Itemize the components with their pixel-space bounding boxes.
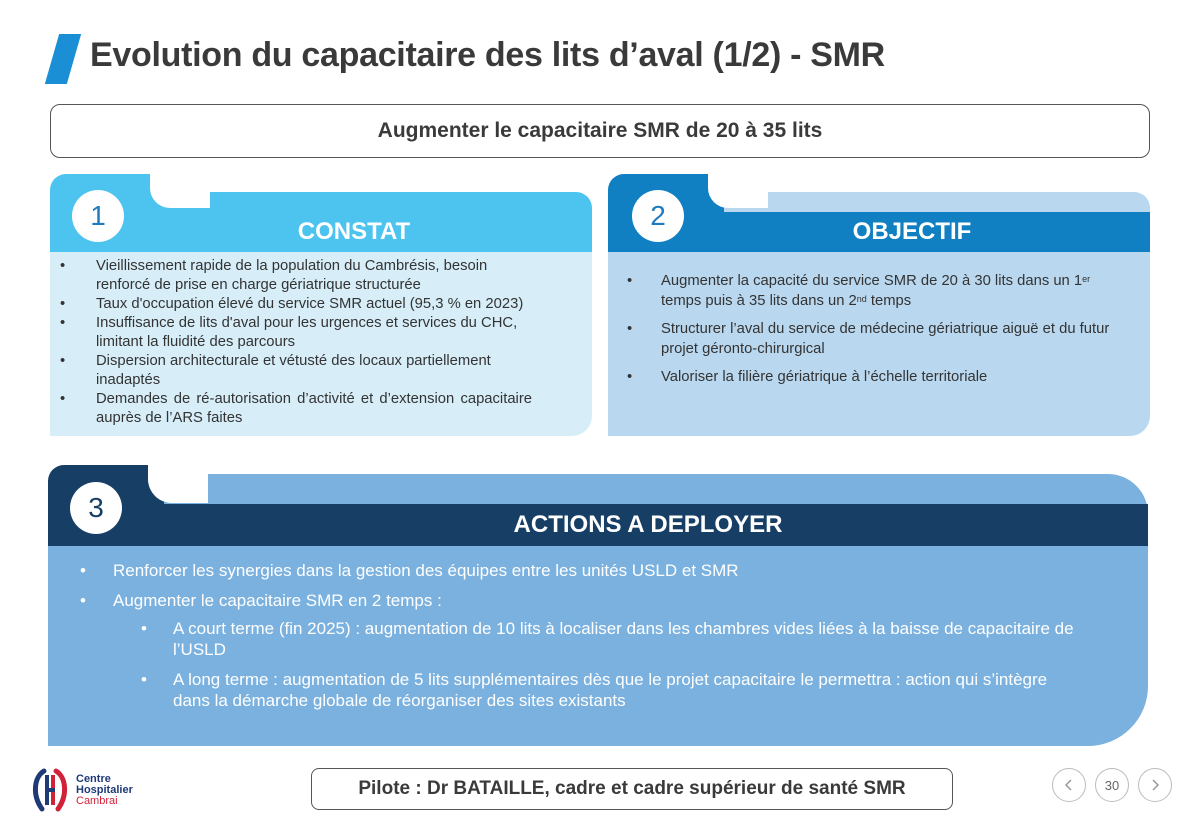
actions-list (113, 560, 1088, 711)
hospital-logo-icon (30, 767, 70, 813)
list-item: • Taux d'occupation élevé du service SMR actuel (95,3 % en 2023) (96, 295, 532, 314)
constat-list (96, 257, 532, 428)
objectif-title: OBJECTIF (852, 218, 972, 245)
list-item: • Insuffisance de lits d'aval pour les urgences et services du CHC, limitant la fluidité des parcours (96, 314, 532, 352)
list-item: • Renforcer les synergies dans la gestion des équipes entre les unités USLD et SMR (113, 560, 1088, 581)
pilote-text: Pilote : Dr BATAILLE, cadre et cadre supérieur de santé SMR (358, 778, 906, 799)
constat-tab-notch (150, 174, 210, 208)
objectif-body (608, 252, 1150, 436)
actions-body (48, 546, 1148, 746)
actions-header (48, 504, 1148, 546)
actions-sub-list (113, 618, 1088, 711)
next-slide-button[interactable] (1138, 768, 1172, 802)
list-item (661, 272, 1120, 311)
list-item-text: temps (866, 292, 912, 309)
list-item: • Dispersion architecturale et vétusté des locaux partiellement inadaptés (96, 352, 532, 390)
page-number: 30 (1104, 777, 1120, 793)
objectif-tab-notch (708, 174, 768, 208)
hospital-logo (30, 764, 148, 816)
list-item-text: Augmenter la capacité du service SMR de 20 à 30 lits dans un 1 (661, 273, 1083, 289)
list-item (113, 590, 1088, 711)
logo-line: Cambrai (76, 794, 118, 807)
constat-title: CONSTAT (297, 218, 411, 245)
objectif-header (608, 212, 1150, 252)
actions-tab-notch (148, 465, 208, 503)
constat-number-badge: 1 (72, 190, 124, 242)
page-title: Evolution du capacitaire des lits d’aval (1/2) - SMR (90, 36, 885, 74)
logo-line: Centre (76, 772, 111, 785)
objectif-list (661, 272, 1120, 388)
superscript: er (1082, 274, 1091, 284)
constat-body (50, 252, 592, 436)
logo-line: Hospitalier (76, 783, 133, 796)
subtitle: Augmenter le capacitaire SMR de 20 à 35 lits (377, 119, 823, 142)
actions-title: ACTIONS A DEPLOYER (513, 511, 783, 538)
actions-number-badge: 3 (70, 482, 122, 534)
logo-text (76, 774, 133, 807)
list-item: • Demandes de ré-autorisation d’activité et d’extension capacitaire auprès de l’ARS faites (96, 390, 532, 428)
objectif-number-badge: 2 (632, 190, 684, 242)
list-item-text: Augmenter le capacitaire SMR en 2 temps : (113, 591, 442, 610)
list-item-text: temps puis à 35 lits dans un 2 (661, 292, 857, 309)
chevron-right-icon (1149, 778, 1161, 792)
previous-slide-button[interactable] (1052, 768, 1086, 802)
subtitle-box (50, 104, 1150, 158)
list-item: • Structurer l’aval du service de médecine gériatrique aiguë et du futur projet géronto-chirurgical (661, 320, 1120, 359)
sub-list-item: • A court terme (fin 2025) : augmentation de 10 lits à localiser dans les chambres vides liées à la baisse de capacitaire de l’USLD (173, 618, 1088, 660)
superscript: nd (856, 293, 867, 304)
page-number-badge (1095, 768, 1129, 802)
constat-header (50, 212, 592, 252)
list-item: • Vieillissement rapide de la population du Cambrésis, besoin renforcé de prise en charge gériatrique structurée (96, 257, 532, 295)
title-accent-bar (45, 34, 81, 84)
list-item: • Valoriser la filière gériatrique à l’échelle territoriale (661, 368, 1120, 388)
pilote-box (311, 768, 953, 810)
sub-list-item: • A long terme : augmentation de 5 lits supplémentaires dès que le projet capacitaire le permettra : action qui s’intègre dans la démarche globale de réorganiser des sites existants (173, 669, 1088, 711)
chevron-left-icon (1063, 778, 1075, 792)
